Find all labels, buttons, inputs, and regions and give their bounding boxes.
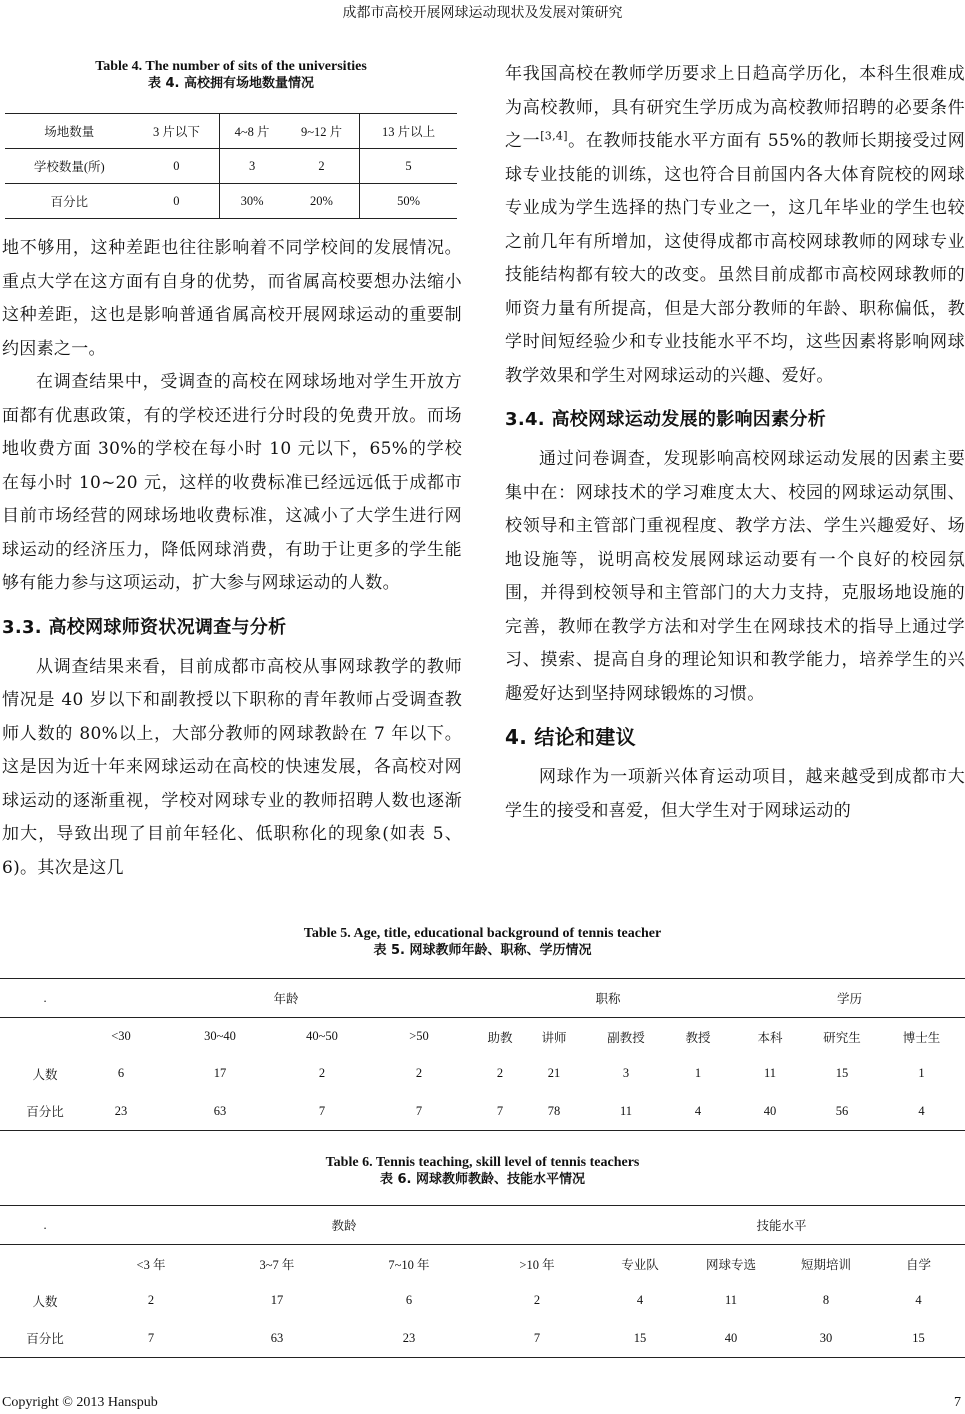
citation: [3,4] <box>540 129 568 143</box>
running-header: 成都市高校开展网球运动现状及发展对策研究 <box>342 5 623 21</box>
table-subheader: 博士生 <box>878 1018 965 1056</box>
row-label: 百分比 <box>0 1319 90 1358</box>
paragraph: 从调查结果来看，目前成都市高校从事网球教学的教师情况是 40 岁以下和副教授以下职称的青年教师占受调查教师人数的 80%以上，大部分教师的网球教龄在 7 年以下。这是因为近十年来网球运动在高校的快速发展，各高校对网球运动的逐渐重视，学校对网球专业的教师招聘人数也逐渐加大，导致出现了目前年轻化、低职称化的现象(如表 5、6)。其次是这几 <box>2 656 462 878</box>
table-subheader: 教授 <box>662 1018 734 1056</box>
table4-caption-zh: 表 4. 高校拥有场地数量情况 <box>147 76 315 91</box>
paragraph: 在调查结果中，受调查的高校在网球场地对学生开放方面都有优惠政策，有的学校还进行分时段的免费开放。而场地收费方面 30%的学校在每小时 10 元以下，65%的学校在每小时 10~20 元，这样的收费标准已经远远低于成都市目前市场经营的网球场地收费标准，这减小了大学生进行网球运动的经济压力，降低网球消费，有助于让更多的学生能够有能力参与这项运动，扩大参与网球运动的人数。 <box>2 372 462 593</box>
table-row <box>5 184 457 219</box>
table-subheader: 30~40 <box>152 1018 288 1056</box>
text: 年我国高校在教师学历要求上日趋高学历化，本科生很难成为高校教师，具有研究生学历成为高校教师招聘的必要条件之一 <box>505 64 965 151</box>
table-group-header: 教龄 <box>90 1206 598 1245</box>
table-cell: 百分比 <box>5 184 134 219</box>
table-subheader: 网球专选 <box>682 1245 780 1283</box>
table-cell: 4 <box>915 1293 922 1307</box>
table6 <box>0 1205 965 1358</box>
table-subheader: <30 <box>90 1018 152 1056</box>
table-header-row <box>0 979 965 1018</box>
table-cell: 1 <box>694 1066 702 1080</box>
table-cell: 78 <box>518 1092 590 1131</box>
table-cell: 15 <box>872 1319 965 1358</box>
table-cell: 23 <box>90 1092 152 1131</box>
table-cell: 8 <box>822 1293 830 1307</box>
table-cell: 6 <box>117 1066 125 1080</box>
table-cell: 17 <box>213 1066 227 1080</box>
table-cell: 30 <box>780 1319 872 1358</box>
table-subheader: 3~7 年 <box>212 1245 342 1283</box>
table-cell: 11 <box>763 1066 777 1080</box>
table-subheader: 本科 <box>734 1018 806 1056</box>
paragraph: 网球作为一项新兴体育运动项目，越来越受到成都市大学生的接受和喜爱，但大学生对于网球运动的 <box>505 767 965 821</box>
table-cell: 40 <box>682 1319 780 1358</box>
table-cell: 5 <box>360 149 457 184</box>
table-cell: 7 <box>90 1319 212 1358</box>
table-group-header: 技能水平 <box>598 1206 965 1245</box>
table6-caption <box>0 1154 965 1188</box>
table-cell: 4 <box>636 1293 644 1307</box>
table-cell: 场地数量 <box>5 114 134 149</box>
table-group-header: 学历 <box>734 979 965 1018</box>
table-subheader-row <box>0 1018 965 1056</box>
table-cell: 30% <box>220 184 284 219</box>
table-subheader: 专业队 <box>598 1245 682 1283</box>
table-cell: 21 <box>547 1066 561 1080</box>
section-heading-4: 4. 结论和建议 <box>505 725 636 749</box>
table-cell: 7 <box>356 1092 482 1131</box>
table-subheader: 短期培训 <box>780 1245 872 1283</box>
table-row <box>5 114 457 149</box>
table-cell: 2 <box>415 1066 423 1080</box>
row-label: 百分比 <box>0 1092 90 1131</box>
table-row <box>5 149 457 184</box>
table-cell: 50% <box>360 184 457 219</box>
table-group-header: 职称 <box>482 979 734 1018</box>
table-cell: 2 <box>496 1066 504 1080</box>
table-cell: 3 <box>622 1066 630 1080</box>
paragraph <box>505 58 965 393</box>
table-cell: 15 <box>835 1066 849 1080</box>
table4-caption-en: Table 4. The number of sits of the universities <box>95 59 367 74</box>
table-subheader: 研究生 <box>806 1018 878 1056</box>
table-subheader: >10 年 <box>476 1245 598 1283</box>
left-column <box>2 232 462 885</box>
table-cell: 63 <box>152 1092 288 1131</box>
copyright: Copyright © 2013 Hanspub <box>2 1395 158 1410</box>
table-cell: 23 <box>342 1319 476 1358</box>
table-cell: 11 <box>590 1092 662 1131</box>
table-cell: 17 <box>270 1293 284 1307</box>
table-cell: 学校数量(所) <box>5 149 134 184</box>
table-subheader-row <box>0 1245 965 1283</box>
table-subheader: 讲师 <box>518 1018 590 1056</box>
table-subheader: >50 <box>356 1018 482 1056</box>
row-label: 人数 <box>32 1067 58 1082</box>
section-heading-3-3: 3.3. 高校网球师资状况调查与分析 <box>2 616 287 638</box>
table-cell: 7 <box>476 1319 598 1358</box>
table-cell: 40 <box>734 1092 806 1131</box>
table-cell: 4 <box>662 1092 734 1131</box>
table-subheader: 助教 <box>482 1018 518 1056</box>
table-cell: 6 <box>405 1293 413 1307</box>
table-row <box>0 1055 965 1092</box>
table-subheader: 7~10 年 <box>342 1245 476 1283</box>
table-cell: 56 <box>806 1092 878 1131</box>
table-cell: 7 <box>288 1092 356 1131</box>
page-number: 7 <box>954 1395 961 1410</box>
table-cell: 15 <box>598 1319 682 1358</box>
table4-caption <box>0 58 462 92</box>
table-cell <box>0 1018 90 1056</box>
table4 <box>5 113 457 219</box>
table-cell: 2 <box>318 1066 326 1080</box>
table-row <box>0 1282 965 1319</box>
table-cell: 4~8 片 <box>220 114 284 149</box>
table-cell <box>0 1245 90 1283</box>
table5 <box>0 978 965 1131</box>
table-cell: 2 <box>284 149 360 184</box>
table-cell: 3 <box>220 149 284 184</box>
table-subheader: 副教授 <box>590 1018 662 1056</box>
table5-caption-en: Table 5. Age, title, educational background of tennis teacher <box>303 926 662 941</box>
table-cell: 2 <box>147 1293 155 1307</box>
table-group-header: 年龄 <box>90 979 482 1018</box>
table-cell: 2 <box>533 1293 541 1307</box>
paragraph: 地不够用，这种差距也往往影响着不同学校间的发展情况。重点大学在这方面有自身的优势，而省属高校要想办法缩小这种差距，这也是影响普通省属高校开展网球运动的重要制约因素之一。 <box>2 238 462 359</box>
table-corner: . <box>0 1206 90 1245</box>
table-cell: 13 片以上 <box>360 114 457 149</box>
table-cell: 9~12 片 <box>284 114 360 149</box>
section-heading-3-4: 3.4. 高校网球运动发展的影响因素分析 <box>505 409 826 430</box>
table-cell: 11 <box>724 1293 738 1307</box>
table6-caption-en: Table 6. Tennis teaching, skill level of tennis teachers <box>325 1155 640 1170</box>
table5-caption <box>0 925 965 959</box>
table-cell: 4 <box>878 1092 965 1131</box>
table-cell: 0 <box>134 184 220 219</box>
table-cell: 20% <box>284 184 360 219</box>
row-label: 人数 <box>32 1294 58 1309</box>
table6-caption-zh: 表 6. 网球教师教龄、技能水平情况 <box>379 1172 586 1187</box>
table5-caption-zh: 表 5. 网球教师年龄、职称、学历情况 <box>373 943 592 958</box>
table-subheader: 自学 <box>872 1245 965 1283</box>
table-subheader: <3 年 <box>90 1245 212 1283</box>
table-subheader: 40~50 <box>288 1018 356 1056</box>
paragraph: 通过问卷调查，发现影响高校网球运动发展的因素主要集中在：网球技术的学习难度太大、校园的网球运动氛围、校领导和主管部门重视程度、教学方法、学生兴趣爱好、场地设施等，说明高校发展网球运动要有一个良好的校园氛围，并得到校领导和主管部门的大力支持，克服场地设施的完善，教师在教学方法和对学生在网球技术的指导上通过学习、摸索、提高自身的理论知识和教学能力，培养学生的兴趣爱好达到坚持网球锻炼的习惯。 <box>505 449 965 704</box>
table-row <box>0 1319 965 1358</box>
table-cell: 7 <box>482 1092 518 1131</box>
table-header-row <box>0 1206 965 1245</box>
table-corner: . <box>0 979 90 1018</box>
right-column <box>505 58 965 828</box>
table-cell: 1 <box>918 1066 925 1080</box>
table-cell: 0 <box>134 149 220 184</box>
table-cell: 3 片以下 <box>134 114 220 149</box>
text: 。在教师技能水平方面有 55%的教师长期接受过网球专业技能的训练，这也符合目前国内各大体育院校的网球专业成为学生选择的热门专业之一，这几年毕业的学生也较之前几年有所增加，这使得成都市高校网球教师的网球专业技能结构都有较大的改变。虽然目前成都市高校网球教师的师资力量有所提高，但是大部分教师的年龄、职称偏低，教学时间短经验少和专业技能水平不均，这些因素将影响网球教学效果和学生对网球运动的兴趣、爱好。 <box>505 131 965 386</box>
table-cell: 63 <box>212 1319 342 1358</box>
table-row <box>0 1092 965 1131</box>
